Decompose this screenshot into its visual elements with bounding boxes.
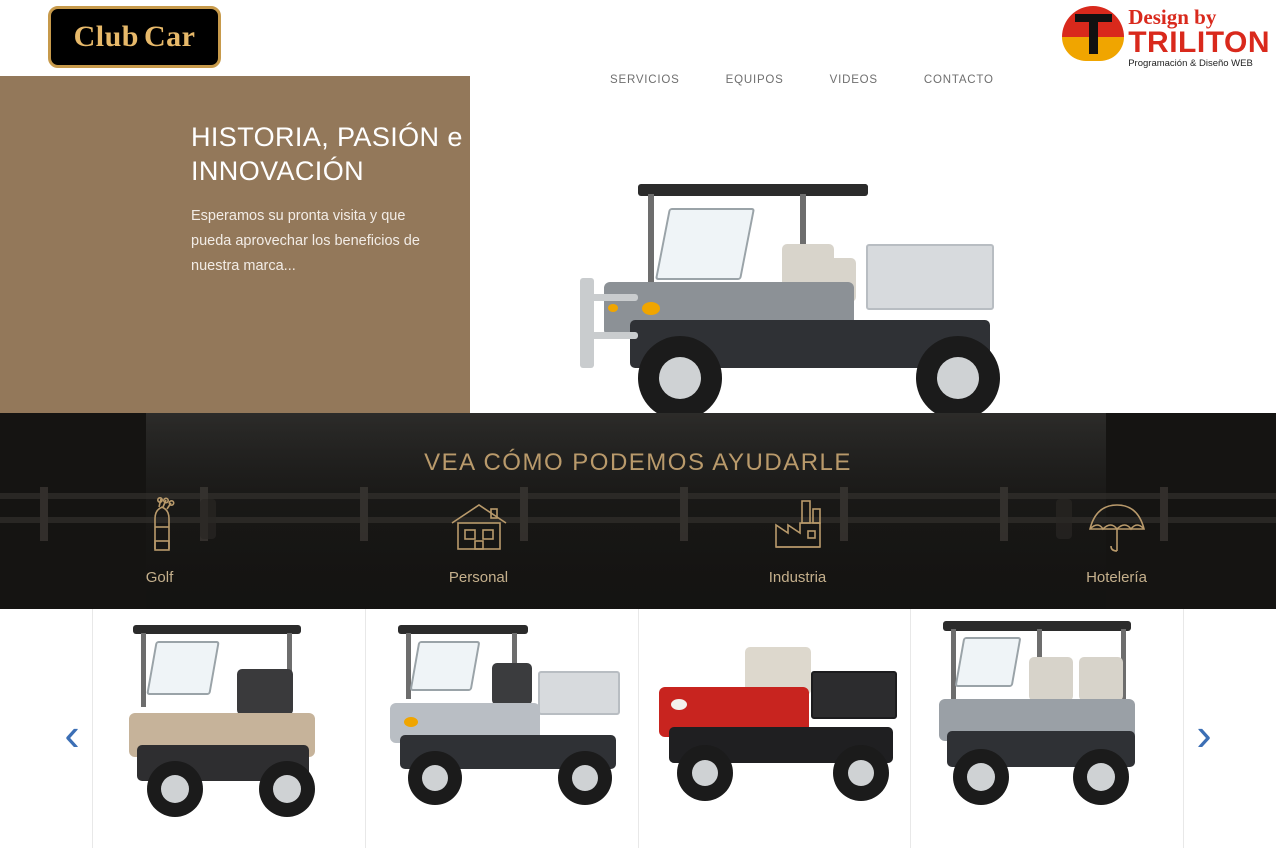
designer-line2: TRILITON — [1128, 26, 1270, 59]
hero-vehicle-image — [470, 76, 1276, 413]
house-icon — [319, 495, 638, 555]
utility-cart-illustration — [570, 96, 1110, 396]
nav-item-videos[interactable]: VIDEOS — [829, 74, 878, 86]
triliton-logo-icon — [1062, 4, 1124, 62]
nav-item-equipos[interactable]: EQUIPOS — [725, 74, 784, 86]
designer-line3: Programación & Diseño WEB — [1128, 58, 1253, 69]
designer-text — [1128, 4, 1270, 70]
nav-item-contacto[interactable]: CONTACTO — [923, 74, 994, 86]
services-band — [0, 413, 1276, 609]
services-list — [0, 495, 1276, 586]
hero-title-line1: HISTORIA, PASIÓN e — [191, 122, 463, 152]
vehicle-carousel — [0, 609, 1276, 848]
carousel-prev-button[interactable]: ‹ — [64, 708, 80, 760]
carousel-next-button[interactable]: › — [1196, 708, 1212, 760]
factory-icon — [638, 495, 957, 555]
service-item-hoteleria[interactable] — [957, 495, 1276, 586]
hero-section — [0, 76, 1276, 413]
hero-title — [191, 120, 491, 188]
service-item-personal[interactable] — [319, 495, 638, 586]
carousel-track — [92, 609, 1184, 848]
carousel-slide[interactable] — [639, 609, 912, 848]
service-label-industria: Industria — [768, 569, 827, 586]
logo-text-car: Car — [143, 20, 196, 53]
service-item-golf[interactable] — [0, 495, 319, 586]
service-label-hoteleria: Hotelería — [1086, 569, 1147, 586]
cart-red-utility-illustration — [653, 623, 903, 829]
services-band-title: VEA CÓMO PODEMOS AYUDARLE — [424, 449, 852, 476]
main-nav — [610, 74, 994, 86]
cart-grey-four-seat-illustration — [933, 617, 1173, 831]
golf-bag-icon — [0, 495, 319, 555]
service-label-personal: Personal — [448, 569, 509, 586]
club-car-logo[interactable] — [48, 6, 221, 68]
designer-credit[interactable] — [1062, 4, 1270, 68]
nav-item-servicios[interactable]: SERVICIOS — [610, 74, 680, 86]
cart-silver-utility-illustration — [380, 619, 630, 831]
hero-subtitle: Esperamos su pronta visita y que pueda aprovechar los beneficios de nuestra marca... — [191, 208, 420, 274]
carousel-slide[interactable] — [366, 609, 639, 848]
service-item-industria[interactable] — [638, 495, 957, 586]
hero-title-line2: INNOVACIÓN — [191, 156, 365, 186]
cart-beige-illustration — [111, 621, 341, 831]
carousel-slide[interactable] — [911, 609, 1184, 848]
logo-text — [74, 20, 196, 54]
service-label-golf: Golf — [145, 569, 174, 586]
umbrella-icon — [957, 495, 1276, 555]
designer-line1: Design by — [1128, 5, 1217, 29]
logo-text-club: Club — [73, 20, 139, 53]
site-header — [0, 0, 1276, 76]
carousel-slide[interactable] — [92, 609, 366, 848]
